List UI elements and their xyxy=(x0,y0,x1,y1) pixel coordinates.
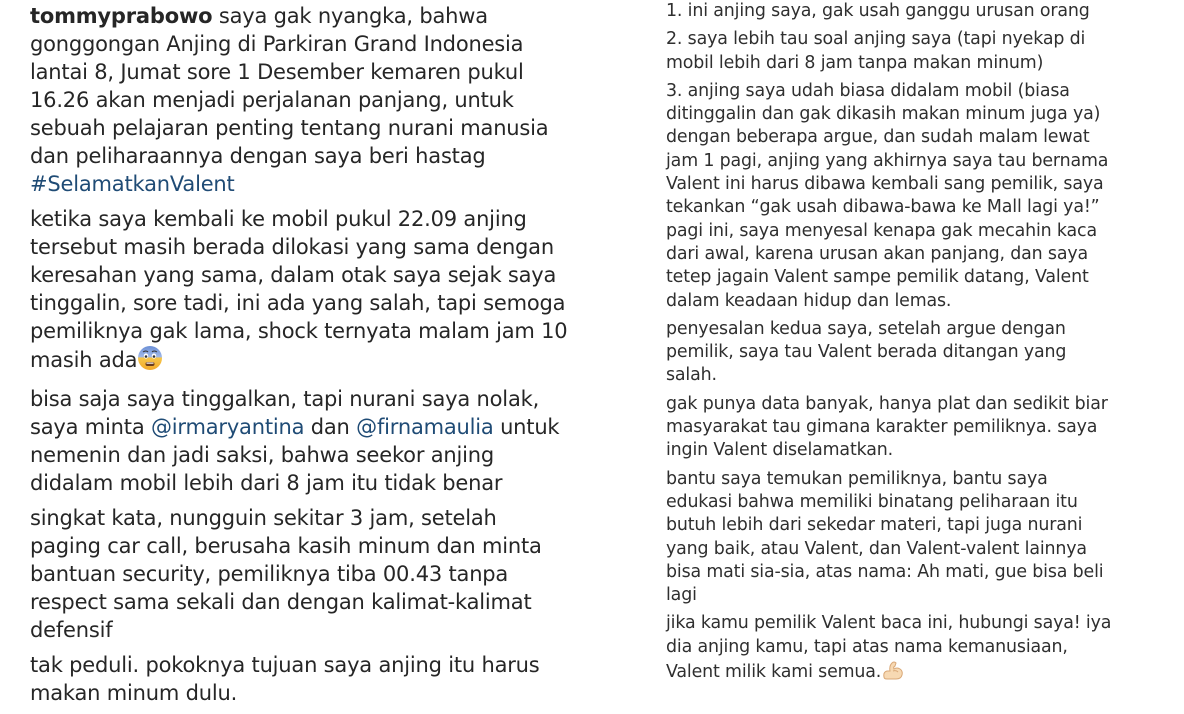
hashtag-link[interactable]: #SelamatkanValent xyxy=(30,172,235,196)
username-link[interactable]: tommyprabowo xyxy=(30,4,213,28)
caption-paragraph-3 xyxy=(30,385,612,497)
caption-paragraph-5 xyxy=(30,651,612,707)
caption-paragraph-r1: 1. ini anjing saya, gak usah ganggu urusan orang xyxy=(666,1,1090,21)
caption-paragraph-r7 xyxy=(666,612,1166,688)
caption-paragraph-r3: 3. anjing saya udah biasa didalam mobil (biasa ditinggalin dan gak dikasih makan minum juga ya) dengan beberapa argue, dan sudah malam lewat jam 1 pagi, anjing yang akhirnya saya tau bernama Valent ini harus dibawa kembali sang pemilik, saya tekankan “gak usah dibawa-bawa ke Mall lagi ya!” pagi ini, saya menyesal kenapa gak mecahin kaca dari awal, karena urusan akan panjang, dan saya tetep jagain Valent sampe pemilik datang, Valent dalam keadaan hidup dan lemas. xyxy=(666,80,1109,311)
column-divider xyxy=(630,0,638,693)
caption-text: untuk nemenin dan jadi saksi, bahwa seekor anjing didalam mobil lebih dari 8 jam itu tidak benar xyxy=(30,415,560,495)
flexed-biceps-emoji-icon xyxy=(881,659,905,688)
caption-text: singkat kata, nungguin sekitar 3 jam, setelah paging car call, berusaha kasih minum dan minta bantuan security, pemiliknya tiba 00.43 tanpa respect sama sekali dan dengan kalimat-kalimat defensif xyxy=(30,506,542,642)
caption-paragraph-r5: gak punya data banyak, hanya plat dan sedikit biar masyarakat tau gimana karakter pemiliknya. saya ingin Valent diselamatkan. xyxy=(666,393,1108,461)
fearful-face-emoji-icon xyxy=(137,345,163,378)
caption-text: ketika saya kembali ke mobil pukul 22.09 anjing tersebut masih berada dilokasi yang sama dengan keresahan yang sama, dalam otak saya sejak saya tinggalin, sore tadi, ini ada yang salah, tapi semoga pemiliknya gak lama, shock ternyata malam jam 10 masih ada xyxy=(30,207,568,372)
caption-left-column xyxy=(30,2,612,714)
caption-text: bisa saja saya tinggalkan, tapi nurani saya nolak, saya minta xyxy=(30,387,540,439)
caption-paragraph-r6: bantu saya temukan pemiliknya, bantu saya edukasi bahwa memiliki binatang peliharaan itu butuh lebih dari sekedar materi, tapi juga nurani yang baik, atau Valent, dan Valent-valent lainnya bisa mati sia-sia, atas nama: Ah mati, gue bisa beli lagi xyxy=(666,468,1104,606)
mention-link-irmaryantina[interactable]: @irmaryantina xyxy=(150,415,305,439)
caption-paragraph-r4: penyesalan kedua saya, setelah argue dengan pemilik, saya tau Valent berada ditangan yang salah. xyxy=(666,318,1067,386)
caption-paragraph-1 xyxy=(30,2,612,198)
caption-text: tak peduli. pokoknya tujuan saya anjing itu harus makan minum dulu. xyxy=(30,653,540,705)
caption-right-column xyxy=(666,0,1166,693)
caption-text: saya gak nyangka, bahwa gonggongan Anjing di Parkiran Grand Indonesia lantai 8, Jumat sore 1 Desember kemaren pukul 16.26 akan menjadi perjalanan panjang, untuk sebuah pelajaran penting tentang nurani manusia dan peliharaannya dengan saya beri hastag xyxy=(30,4,549,168)
mention-link-firnamaulia[interactable]: @firnamaulia xyxy=(356,415,494,439)
caption-text: dan xyxy=(304,415,357,439)
caption-paragraph-2 xyxy=(30,205,612,378)
caption-text: jika kamu pemilik Valent baca ini, hubungi saya! iya dia anjing kamu, tapi atas nama kemanusiaan, Valent milik kami semua. xyxy=(666,613,1112,683)
caption-paragraph-4 xyxy=(30,504,612,644)
caption-paragraph-r2: 2. saya lebih tau soal anjing saya (tapi nyekap di mobil lebih dari 8 jam tanpa makan minum) xyxy=(666,29,1086,73)
